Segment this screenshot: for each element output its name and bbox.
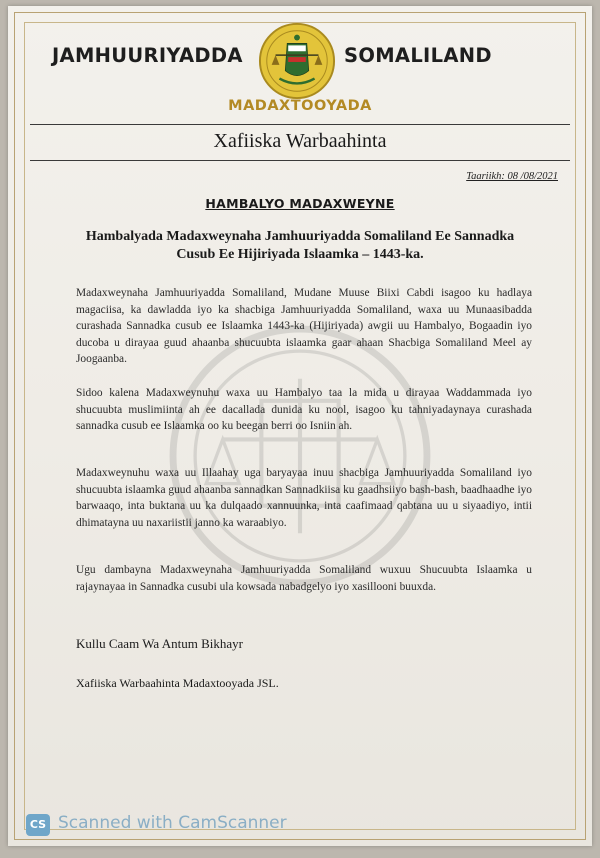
- header-right-title: SOMALILAND: [344, 44, 492, 67]
- coat-of-arms-icon: [258, 22, 336, 100]
- closing-line: Kullu Caam Wa Antum Bikhayr: [76, 636, 243, 651]
- scanner-watermark-text: Scanned with CamScanner: [58, 813, 287, 833]
- paragraph-3: Madaxweynuhu waxa uu Illaahay uga baryayaa inuu shacbiga Jamhuuriyadda Somaliland iyo shucuubta islaamka guud ahaanba sannadkan Sannadkiisa ku gaadhsiiyo bash-bash, baadhaadhe iyo barwaaqo, inta buktana uu ka dulqaado xannuunka, inta caafimaad qabtana uu u siyaadiyo, intii dhimatayna uu naxariistii janno ka waraabiyo.: [76, 467, 532, 529]
- camscanner-logo-icon: CS: [26, 814, 50, 836]
- document-date: Taariikh: 08 /08/2021: [466, 171, 558, 182]
- divider-bottom: [30, 160, 570, 161]
- document-heading: HAMBALYO MADAXWEYNE: [205, 196, 395, 211]
- divider-top: [30, 124, 570, 125]
- department-name: Xafiiska Warbaahinta: [213, 130, 387, 152]
- paragraph-4: Ugu dambayna Madaxweynaha Jamhuuriyadda Somaliland wuxuu Shucuubta Islaamka u rajaynayaa in Sannadka cusubi ula kowsada nabadgelyo iyo xasillooni buuxda.: [76, 564, 532, 593]
- header-left-title: JAMHUURIYADDA: [52, 44, 243, 67]
- paragraph-2: Sidoo kalena Madaxweynuhu waxa uu Hambalyo taa la mida u dirayaa Waddammada iyo shucuubta muslimiinta ah ee dacallada dunida ku nool, isagoo ku tahniyadaynaya curashada sannadka cusub ee Islaamka oo ku beegan berri oo Isniin ah.: [76, 387, 532, 433]
- office-name: MADAXTOOYADA: [228, 98, 372, 114]
- signature-line: Xafiiska Warbaahinta Madaxtooyada JSL.: [76, 676, 279, 690]
- paragraph-1: Madaxweynaha Jamhuuriyadda Somaliland, Mudane Muuse Biixi Cabdi isagoo ku hadlaya magaciisa, ka dawladda iyo ka shacbiga Jamhuuriyadda Somaliland, waxa uu Munaasibadda curashada Sannadka cusub ee Islaamka 1443-ka (Hijiriyada) awgii uu Hambalyo, Bogaadin iyo ducoba u dirayaa guud ahaanba shucuubta islaamka gaar ahaan Shacbiga Somaliland Meel ay Joogaanba.: [76, 287, 532, 366]
- document-subheading: Hambalyada Madaxweynaha Jamhuuriyadda Somaliland Ee Sannadka Cusub Ee Hijiriyada Islaamka – 1443-ka.: [85, 229, 515, 262]
